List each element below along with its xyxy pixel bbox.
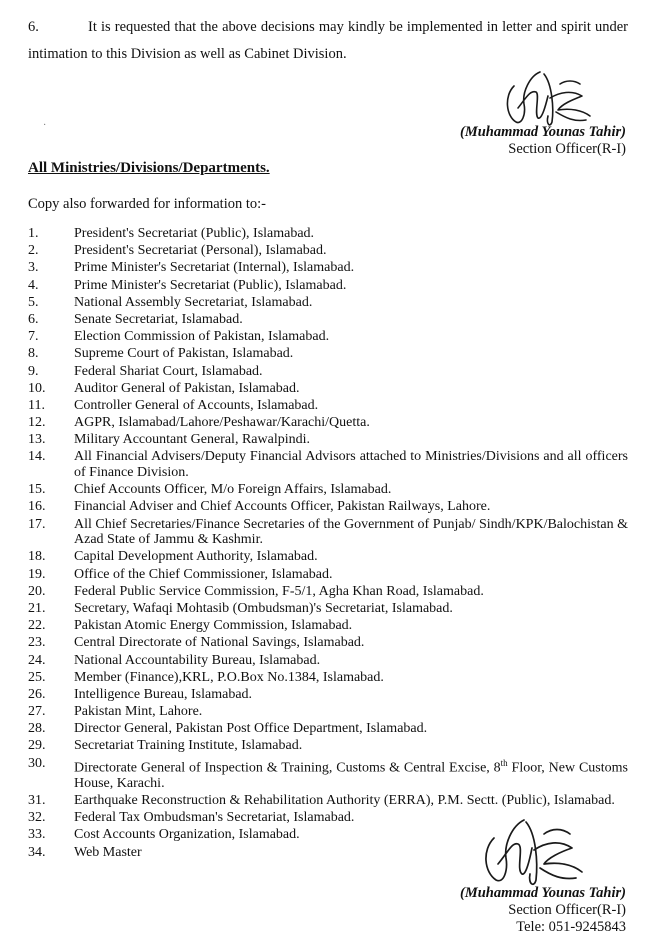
list-item-number: 9. <box>28 363 39 379</box>
list-item <box>28 738 628 754</box>
list-item-text: Federal Public Service Commission, F-5/1, Agha Khan Road, Islamabad. <box>74 583 484 599</box>
list-item-text: Controller General of Accounts, Islamabad. <box>74 397 319 413</box>
list-item-text: Auditor General of Pakistan, Islamabad. <box>74 380 300 396</box>
list-item-number: 18. <box>28 549 46 565</box>
list-item-text: Earthquake Reconstruction & Rehabilitation Authority (ERRA), P.M. Sectt. (Public), Islamabad. <box>74 793 615 809</box>
list-item-text: Military Accountant General, Rawalpindi. <box>74 432 310 448</box>
list-item <box>28 601 628 617</box>
list-item <box>28 449 628 480</box>
list-item-number: 4. <box>28 277 39 293</box>
list-item <box>28 584 628 600</box>
list-item-number: 5. <box>28 294 39 310</box>
list-item-text: Intelligence Bureau, Islamabad. <box>74 686 253 702</box>
list-item-number: 31. <box>28 793 46 809</box>
list-item-number: 3. <box>28 260 39 276</box>
list-item <box>28 364 628 380</box>
list-item <box>28 567 628 583</box>
list-item-text: Financial Adviser and Chief Accounts Officer, Pakistan Railways, Lahore. <box>74 499 491 515</box>
list-item-text: President's Secretariat (Public), Islamabad. <box>74 226 315 241</box>
list-item <box>28 432 628 448</box>
paragraph-number: 6. <box>28 19 39 35</box>
list-item <box>28 312 628 328</box>
list-item-text: Secretariat Training Institute, Islamabad. <box>74 738 303 754</box>
list-item-text: Web Master <box>74 844 142 860</box>
list-item-number: 7. <box>28 329 39 345</box>
list-item <box>28 226 628 242</box>
list-item <box>28 704 628 720</box>
list-item-text: All Financial Advisers/Deputy Financial Advisors attached to Ministries/Divisions and all officers of Finance Division. <box>74 449 628 481</box>
distribution-list <box>28 226 628 862</box>
list-item-text: Director General, Pakistan Post Office Department, Islamabad. <box>74 721 428 737</box>
list-item-text: Election Commission of Pakistan, Islamabad. <box>74 329 330 345</box>
list-item <box>28 517 628 548</box>
list-item-text: Office of the Chief Commissioner, Islamabad. <box>74 566 333 582</box>
list-item-number: 6. <box>28 311 39 327</box>
signatory-designation: Section Officer(R-I) <box>508 902 626 918</box>
list-item-number: 33. <box>28 827 46 843</box>
list-item-number: 11. <box>28 397 45 413</box>
list-item <box>28 549 628 565</box>
list-item-number: 17. <box>28 516 46 532</box>
list-item-number: 34. <box>28 844 46 860</box>
list-item-text: Senate Secretariat, Islamabad. <box>74 311 243 327</box>
signature-block-1 <box>460 124 626 158</box>
signature-2-image <box>478 808 590 890</box>
signatory-phone: Tele: 051-9245843 <box>516 919 626 935</box>
addressee-heading: All Ministries/Divisions/Departments. <box>28 160 270 176</box>
list-item-number: 21. <box>28 600 46 616</box>
list-item-text: Directorate General of Inspection & Training, Customs & Central Excise, 8th Floor, New Customs House, Karachi. <box>74 757 628 791</box>
list-item-number: 19. <box>28 566 46 582</box>
signatory-name: (Muhammad Younas Tahir) <box>459 885 626 901</box>
list-item <box>28 756 628 792</box>
list-item-number: 26. <box>28 686 46 702</box>
stray-mark: · <box>43 120 47 131</box>
list-item-text: Cost Accounts Organization, Islamabad. <box>74 827 300 843</box>
list-item-number: 27. <box>28 704 46 720</box>
list-item <box>28 415 628 431</box>
list-item-text: Capital Development Authority, Islamabad. <box>74 549 318 565</box>
list-item-number: 16. <box>28 499 46 515</box>
list-item-number: 30. <box>28 755 46 771</box>
list-item-number: 12. <box>28 415 46 431</box>
list-item-number: 20. <box>28 583 46 599</box>
list-item <box>28 243 628 259</box>
list-item <box>28 793 628 809</box>
list-item-text: All Chief Secretaries/Finance Secretaries of the Government of Punjab/ Sindh/KPK/Balochistan & Azad State of Jammu & Kashmir. <box>74 516 628 548</box>
list-item-text: Pakistan Atomic Energy Commission, Islamabad. <box>74 618 353 634</box>
list-item <box>28 260 628 276</box>
list-item <box>28 618 628 634</box>
list-item <box>28 635 628 651</box>
list-item-text: Secretary, Wafaqi Mohtasib (Ombudsman)'s Secretariat, Islamabad. <box>74 600 453 616</box>
list-item <box>28 687 628 703</box>
list-item <box>28 499 628 515</box>
list-item-number: 13. <box>28 432 46 448</box>
list-item <box>28 721 628 737</box>
list-item-number: 1. <box>28 226 39 241</box>
list-item-number: 15. <box>28 482 46 498</box>
list-item-text: President's Secretariat (Personal), Islamabad. <box>74 243 327 259</box>
list-item-number: 28. <box>28 721 46 737</box>
list-item <box>28 329 628 345</box>
list-item <box>28 346 628 362</box>
list-item <box>28 670 628 686</box>
list-item-text: Supreme Court of Pakistan, Islamabad. <box>74 346 294 362</box>
closing-paragraph <box>28 14 628 68</box>
list-item-text: Prime Minister's Secretariat (Public), Islamabad. <box>74 277 347 293</box>
list-item-text: National Assembly Secretariat, Islamabad. <box>74 294 313 310</box>
list-item-number: 29. <box>28 738 46 754</box>
list-item-number: 25. <box>28 669 46 685</box>
list-item-text: Federal Tax Ombudsman's Secretariat, Islamabad. <box>74 810 355 826</box>
list-item-number: 10. <box>28 380 46 396</box>
list-item-text: Member (Finance),KRL, P.O.Box No.1384, Islamabad. <box>74 669 384 685</box>
paragraph-text: It is requested that the above decisions may kindly be implemented in letter and spirit under intimation to this Division as well as Cabinet Division. <box>28 19 628 62</box>
list-item <box>28 295 628 311</box>
list-item-text: AGPR, Islamabad/Lahore/Peshawar/Karachi/Quetta. <box>74 415 370 431</box>
list-item <box>28 398 628 414</box>
signature-1-image <box>500 62 600 130</box>
list-item-number: 8. <box>28 346 39 362</box>
list-item-text: Pakistan Mint, Lahore. <box>74 704 203 720</box>
list-item <box>28 482 628 498</box>
list-item-number: 14. <box>28 449 46 465</box>
signatory-designation: Section Officer(R-I) <box>508 141 626 157</box>
list-item-number: 24. <box>28 652 46 668</box>
list-item-text: Federal Shariat Court, Islamabad. <box>74 363 263 379</box>
list-item-text: Chief Accounts Officer, M/o Foreign Affairs, Islamabad. <box>74 482 392 498</box>
list-item-number: 32. <box>28 810 46 826</box>
list-item-number: 22. <box>28 618 46 634</box>
list-item-number: 23. <box>28 635 46 651</box>
list-item <box>28 381 628 397</box>
signature-block-2 <box>460 885 626 936</box>
list-item-text: National Accountability Bureau, Islamabad. <box>74 652 321 668</box>
list-item <box>28 278 628 294</box>
list-item-number: 2. <box>28 243 39 259</box>
list-item-text: Prime Minister's Secretariat (Internal), Islamabad. <box>74 260 355 276</box>
signatory-name: (Muhammad Younas Tahir) <box>459 124 626 140</box>
list-item-text: Central Directorate of National Savings, Islamabad. <box>74 635 365 651</box>
list-item <box>28 653 628 669</box>
copy-forwarded-line: Copy also forwarded for information to:- <box>28 196 266 212</box>
